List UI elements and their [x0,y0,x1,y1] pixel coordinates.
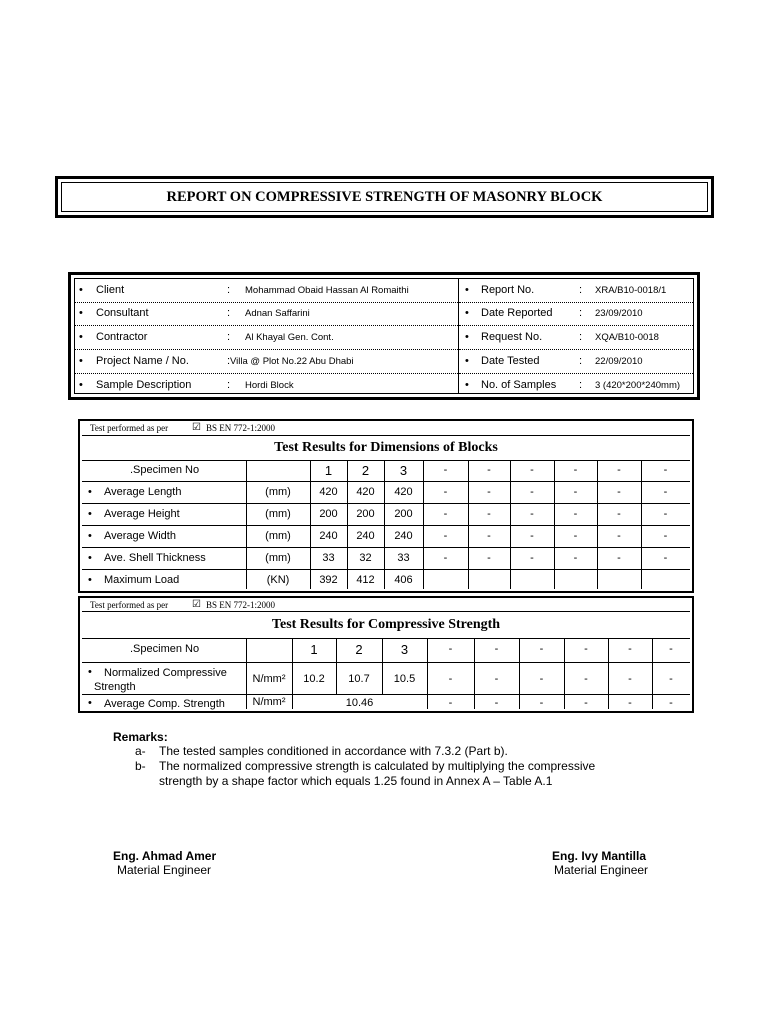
dimension-value: 200 [394,508,413,520]
empty-dash: - [539,643,544,655]
dimension-value: 33 [322,552,335,564]
signature-title-right: Material Engineer [554,863,649,877]
dimension-unit: (KN) [266,574,290,586]
date-reported-label: Date Reported [481,307,553,319]
empty-dash: - [443,552,448,564]
specimen-number: 2 [361,463,370,478]
test-performed-label: Test performed as per [90,600,169,610]
bullet-icon: • [88,552,92,564]
empty-dash: - [617,508,621,520]
column-divider [608,638,609,694]
remarks-heading: Remarks: [113,730,168,744]
row-divider [82,525,690,526]
row-divider [82,481,690,482]
info-row-client [75,279,458,303]
dimension-value: 240 [356,530,375,542]
normalized-value: 10.2 [303,673,325,685]
specimen-number: 2 [355,642,363,657]
empty-dash: - [584,697,588,709]
dimension-value: 240 [319,530,338,542]
info-right-column [459,279,693,393]
test-standard: BS EN 772-1:2000 [206,600,276,610]
client-label: Client [96,284,125,296]
empty-dash: - [617,464,621,476]
column-divider [519,638,520,694]
bullet-icon: • [88,486,92,498]
column-divider [310,460,311,589]
bullet-icon: • [465,307,469,319]
bullet-icon: • [79,284,83,296]
empty-dash: - [448,673,453,685]
strength-table [78,596,694,713]
empty-dash: - [494,643,499,655]
date-tested-label: Date Tested [481,355,540,367]
info-row-report-no [459,279,693,303]
empty-dash: - [448,643,453,655]
info-row-contractor [75,326,458,350]
empty-dash: - [663,486,668,498]
dimension-unit: (mm) [265,552,291,564]
colon: : [227,307,231,319]
normalized-value: 10.5 [393,673,416,685]
bullet-icon: • [88,666,92,678]
empty-dash: - [494,697,499,709]
specimen-number: 1 [324,463,333,478]
bullet-icon: • [88,508,92,520]
dimension-value: 420 [356,486,375,498]
dimension-value: 412 [356,574,375,586]
empty-dash: - [663,508,668,520]
dimension-value: 392 [319,574,338,586]
column-divider [246,460,247,589]
empty-dash: - [448,697,453,709]
column-divider [382,638,383,694]
request-no-value: XQA/B10-0018 [595,332,659,343]
empty-dash: - [584,643,588,655]
column-divider [608,694,609,709]
dimensions-table [78,419,694,593]
info-row-project [75,350,458,374]
report-title: REPORT ON COMPRESSIVE STRENGTH OF MASONRY BLOCK [166,188,603,205]
bullet-icon: • [465,355,469,367]
empty-dash: - [669,697,673,709]
empty-dash: - [573,552,578,564]
checkbox-checked-icon: ☑ [192,599,201,610]
colon: : [227,379,231,391]
empty-dash: - [530,530,534,542]
specimen-no-label: .Specimen No [130,643,200,655]
no-of-samples-value: 3 (420*200*240mm) [595,380,681,391]
info-row-date-tested [459,350,693,374]
average-value: 10.46 [345,697,374,709]
client-value: Mohammad Obaid Hassan Al Romaithi [245,285,409,296]
column-divider [641,460,642,589]
empty-dash: - [443,530,448,542]
column-divider [347,460,348,589]
signature-name-left: Eng. Ahmad Amer [113,849,217,863]
dimension-row-label: Average Length [104,486,182,498]
dimension-unit: (mm) [265,508,291,520]
colon: : [579,284,583,296]
column-divider [474,694,475,709]
remark-b-text-1: The normalized compressive strength is calculated by multiplying the compressive [159,759,596,773]
empty-dash: - [617,552,621,564]
remark-a-marker: a- [135,744,146,758]
dimension-value: 200 [319,508,338,520]
dimension-unit: (mm) [265,530,291,542]
report-no-label: Report No. [481,284,535,296]
column-divider [423,460,424,589]
dimension-row-label: Maximum Load [104,574,180,586]
consultant-value: Adnan Saffarini [245,308,310,319]
empty-dash: - [573,530,578,542]
column-divider [292,638,293,694]
consultant-label: Consultant [96,307,149,319]
column-divider [336,638,337,694]
signature-name-right: Eng. Ivy Mantilla [552,849,647,863]
empty-dash: - [530,552,534,564]
specimen-no-label: .Specimen No [130,464,200,476]
remark-b-marker: b- [135,759,146,773]
empty-dash: - [628,697,632,709]
bullet-icon: • [79,307,83,319]
info-box [68,272,700,400]
colon: : [579,307,583,319]
average-label: Average Comp. Strength [104,698,225,710]
report-title-box [55,176,714,218]
empty-dash: - [443,464,448,476]
bullet-icon: • [88,697,92,709]
column-divider [474,638,475,694]
row-divider [82,694,690,695]
column-divider [427,694,428,709]
dimension-row-label: Ave. Shell Thickness [104,552,206,564]
colon: : [227,355,231,367]
colon: : [579,355,583,367]
empty-dash: - [617,486,621,498]
empty-dash: - [663,530,668,542]
normalized-unit: N/mm² [252,673,286,685]
date-tested-value: 22/09/2010 [595,356,643,367]
bullet-icon: • [79,331,83,343]
bullet-icon: • [88,574,92,586]
bullet-icon: • [465,379,469,391]
empty-dash: - [530,508,534,520]
strength-heading: Test Results for Compressive Strength [271,617,501,632]
bullet-icon: • [465,331,469,343]
normalized-value: 10.7 [348,673,370,685]
empty-dash: - [487,464,491,476]
empty-dash: - [669,673,673,685]
column-divider [554,460,555,589]
row-divider [82,638,690,639]
info-left-column [75,279,459,393]
specimen-number: 1 [310,642,318,657]
dimension-value: 420 [394,486,413,498]
colon: : [579,331,583,343]
dimension-value: 406 [394,574,413,586]
empty-dash: - [443,508,448,520]
column-divider [519,694,520,709]
normalized-label-cont: Strength [94,681,136,693]
empty-dash: - [487,508,491,520]
remark-a-text: The tested samples conditioned in accordance with 7.3.2 (Part b). [159,744,508,758]
dimension-unit: (mm) [265,486,291,498]
contractor-value: Al Khayal Gen. Cont. [245,332,334,343]
empty-dash: - [487,552,491,564]
colon: : [227,331,231,343]
test-standard: BS EN 772-1:2000 [206,423,276,433]
empty-dash: - [628,673,632,685]
project-value: Villa @ Plot No.22 Abu Dhabi [230,356,354,367]
colon: : [579,379,583,391]
date-reported-value: 23/09/2010 [595,308,643,319]
info-row-date-reported [459,302,693,326]
column-divider [427,638,428,694]
sample-description-value: Hordi Block [245,380,294,391]
bullet-icon: • [79,355,83,367]
average-unit: N/mm² [252,696,286,708]
row-divider [82,547,690,548]
bullet-icon: • [79,379,83,391]
dimension-row-label: Average Width [104,530,176,542]
column-divider [468,460,469,589]
empty-dash: - [539,697,544,709]
dimension-value: 240 [394,530,413,542]
empty-dash: - [628,643,632,655]
report-title-inner [61,182,708,212]
info-row-request-no [459,326,693,350]
dimension-value: 200 [356,508,375,520]
column-divider [510,460,511,589]
no-of-samples-label: No. of Samples [481,379,557,391]
column-divider [564,638,565,694]
normalized-label: Normalized Compressive [104,667,227,679]
colon: : [227,284,231,296]
info-row-consultant [75,302,458,326]
dimension-value: 32 [359,552,372,564]
row-divider [82,503,690,504]
report-no-value: XRA/B10-0018/1 [595,285,667,296]
test-performed-label: Test performed as per [90,423,169,433]
empty-dash: - [539,673,544,685]
row-divider [82,460,690,461]
specimen-number: 3 [400,642,409,657]
empty-dash: - [573,464,578,476]
column-divider [597,460,598,589]
contractor-label: Contractor [96,331,148,343]
info-row-sample-description [75,374,458,397]
empty-dash: - [443,486,448,498]
dimensions-heading: Test Results for Dimensions of Blocks [274,440,498,455]
row-divider [82,435,690,436]
dimension-value: 33 [397,552,410,564]
dimension-row-label: Average Height [104,508,180,520]
empty-dash: - [573,486,578,498]
signature-title-left: Material Engineer [117,863,212,877]
remark-b-text-2: strength by a shape factor which equals 1.25 found in Annex A – Table A.1 [159,774,553,788]
sample-description-label: Sample Description [96,379,192,391]
info-row-no-of-samples [459,374,693,397]
empty-dash: - [669,643,673,655]
row-divider [82,611,690,612]
request-no-label: Request No. [481,331,543,343]
empty-dash: - [584,673,588,685]
empty-dash: - [663,552,668,564]
row-divider [82,569,690,570]
row-divider [82,662,690,663]
empty-dash: - [487,486,491,498]
empty-dash: - [530,464,534,476]
empty-dash: - [530,486,534,498]
empty-dash: - [573,508,578,520]
checkbox-checked-icon: ☑ [192,422,201,433]
specimen-number: 3 [399,463,408,478]
column-divider [384,460,385,589]
project-label: Project Name / No. [96,355,189,367]
empty-dash: - [663,464,668,476]
empty-dash: - [487,530,491,542]
dimension-value: 420 [319,486,338,498]
bullet-icon: • [465,284,469,296]
bullet-icon: • [88,530,92,542]
empty-dash: - [494,673,499,685]
column-divider [246,638,247,694]
empty-dash: - [617,530,621,542]
column-divider [564,694,565,709]
